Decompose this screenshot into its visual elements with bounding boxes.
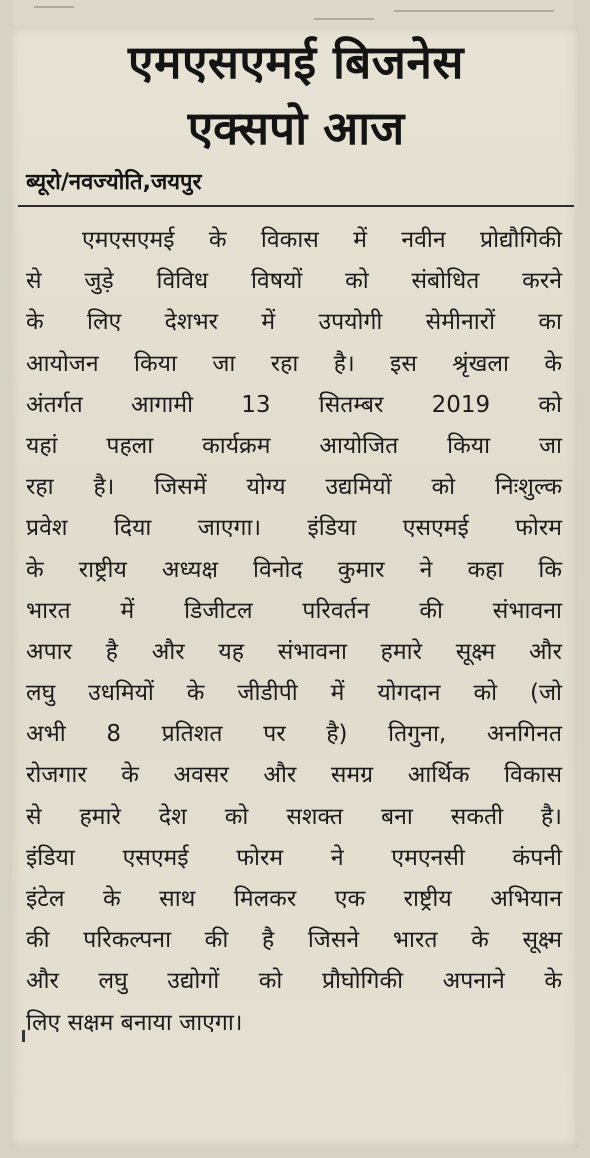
- body-line: के लिए देशभर में उपयोगी सेमीनारों का: [26, 309, 562, 336]
- body-line: भारत में डिजीटल परिवर्तन की संभावना: [26, 597, 562, 624]
- previous-article-bleed: [14, 0, 574, 26]
- body-line: से जुड़े विविध विषयों को संबोधित करने: [26, 268, 562, 295]
- article-body: [26, 220, 562, 1044]
- body-line: एमएसएमई के विकास में नवीन प्रोद्यौगिकी: [82, 227, 562, 253]
- body-line: अंतर्गत आगामी 13 सितम्बर 2019 को: [26, 391, 562, 418]
- body-line: यहां पहला कार्यक्रम आयोजित किया जा: [26, 432, 562, 459]
- body-line: आयोजन किया जा रहा है। इस श्रृंखला के: [26, 350, 562, 377]
- body-line: रहा है। जिसमें योग्य उद्यमियों को निःशुल्क: [26, 474, 562, 501]
- body-line: अभी 8 प्रतिशत पर है) तिगुना, अनगिनत: [26, 721, 562, 748]
- body-line: लघु उधमियों के जीडीपी में योगदान को (जो: [26, 680, 562, 707]
- byline-rule: [18, 205, 574, 207]
- body-line: इंटेल के साथ मिलकर एक राष्ट्रीय अभियान: [26, 886, 562, 912]
- body-line: प्रवेश दिया जाएगा। इंडिया एसएमई फोरम: [26, 515, 562, 542]
- body-line: से हमारे देश को सशक्त बना सकती है।: [26, 803, 562, 830]
- headline-line-1: एमएसएमई बिजनेस: [128, 35, 464, 89]
- body-line: इंडिया एसएमई फोरम ने एमएनसी कंपनी: [26, 844, 562, 871]
- body-line: लिए सक्षम बनाया जाएगा।: [26, 1009, 243, 1036]
- body-line: और लघु उद्योगों को प्रौघोगिकी अपनाने के: [26, 968, 562, 995]
- headline-line-2: एक्सपो आज: [187, 101, 405, 155]
- body-line: अपार है और यह संभावना हमारे सूक्ष्म और: [26, 638, 562, 665]
- margin-mark: [22, 1030, 25, 1042]
- body-line: रोजगार के अवसर और समग्र आर्थिक विकास: [26, 762, 562, 789]
- body-line: के राष्ट्रीय अध्यक्ष विनोद कुमार ने कहा कि: [26, 556, 562, 583]
- byline: ब्यूरो/नवज्योति,जयपुर: [26, 170, 202, 195]
- body-line: की परिकल्पना की है जिसने भारत के सूक्ष्म: [26, 927, 562, 954]
